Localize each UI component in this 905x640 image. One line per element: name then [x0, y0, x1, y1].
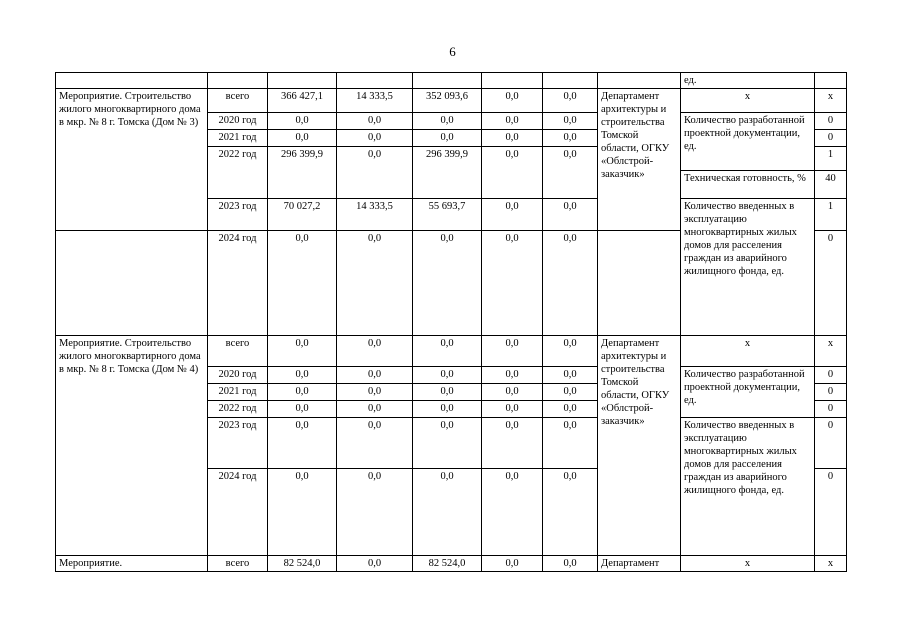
indicator-cell: х [681, 89, 815, 113]
value-cell: 0,0 [268, 384, 337, 401]
value-cell: 0,0 [543, 469, 598, 556]
value-cell: 0,0 [482, 147, 543, 199]
value-cell: 0,0 [543, 113, 598, 130]
indicator-value-cell: 0 [815, 469, 847, 556]
value-cell: 82 524,0 [268, 556, 337, 572]
period-cell: всего [208, 336, 268, 367]
period-cell: 2023 год [208, 418, 268, 469]
value-cell: 0,0 [413, 113, 482, 130]
budget-table [55, 72, 847, 572]
value-cell: 0,0 [413, 130, 482, 147]
value-cell: 0,0 [337, 418, 413, 469]
value-cell: 0,0 [337, 336, 413, 367]
value-cell: 0,0 [482, 199, 543, 231]
indicator-value-cell: х [815, 336, 847, 367]
title-cell [56, 231, 208, 336]
event-title: Мероприятие. Строительство жилого многоквартирного дома в мкр. № 8 г. Томска (Дом № 3) [56, 89, 208, 231]
value-cell: 0,0 [543, 401, 598, 418]
page-number: 6 [449, 44, 456, 59]
value-cell: 0,0 [543, 147, 598, 199]
indicator-value-cell: 0 [815, 231, 847, 336]
indicator-value-cell: 0 [815, 384, 847, 401]
value-cell: 0,0 [482, 130, 543, 147]
value-cell: 0,0 [482, 113, 543, 130]
dept-cell [598, 231, 681, 336]
value-cell: 0,0 [543, 384, 598, 401]
value-cell: 296 399,9 [413, 147, 482, 199]
value-cell: 0,0 [337, 556, 413, 572]
value-cell: 0,0 [543, 367, 598, 384]
value-cell: 14 333,5 [337, 199, 413, 231]
value-cell: 0,0 [268, 367, 337, 384]
indicator-cell: Количество введенных в эксплуатацию многоквартирных жилых домов для расселения граждан из аварийного жилищного фонда, ед. [681, 199, 815, 336]
indicator-value-cell: 0 [815, 113, 847, 130]
period-cell: 2022 год [208, 147, 268, 199]
period-cell: 2021 год [208, 130, 268, 147]
value-cell: 0,0 [543, 199, 598, 231]
indicator-cell: Количество разработанной проектной документации, ед. [681, 113, 815, 171]
event-title: Мероприятие. [56, 556, 208, 572]
value-cell: 0,0 [543, 89, 598, 113]
indicator-value-cell: 0 [815, 418, 847, 469]
period-cell [208, 73, 268, 89]
period-cell: 2023 год [208, 199, 268, 231]
value-cell [337, 73, 413, 89]
period-cell: всего [208, 556, 268, 572]
value-cell: 0,0 [268, 130, 337, 147]
department-cell: Департамент [598, 556, 681, 572]
value-cell [543, 73, 598, 89]
value-cell: 0,0 [268, 469, 337, 556]
value-cell: 0,0 [482, 556, 543, 572]
value-cell: 0,0 [482, 89, 543, 113]
value-cell [413, 73, 482, 89]
value-cell: 0,0 [337, 113, 413, 130]
indicator-value-cell [815, 73, 847, 89]
value-cell: 0,0 [482, 469, 543, 556]
value-cell: 0,0 [268, 231, 337, 336]
indicator-value-cell: 1 [815, 147, 847, 171]
period-cell: 2020 год [208, 113, 268, 130]
value-cell: 0,0 [413, 469, 482, 556]
department-cell: Департамент архитектуры и строительства Томской области, ОГКУ «Облстрой-заказчик» [598, 89, 681, 231]
table-row [56, 73, 847, 89]
value-cell: 0,0 [268, 401, 337, 418]
value-cell: 0,0 [482, 401, 543, 418]
value-cell: 0,0 [337, 130, 413, 147]
table-row [56, 556, 847, 572]
indicator-value-cell: 0 [815, 401, 847, 418]
indicator-value-cell: х [815, 89, 847, 113]
value-cell: 70 027,2 [268, 199, 337, 231]
value-cell: 0,0 [337, 231, 413, 336]
value-cell: 0,0 [268, 113, 337, 130]
indicator-value-cell: х [815, 556, 847, 572]
value-cell: 0,0 [268, 336, 337, 367]
value-cell: 0,0 [543, 130, 598, 147]
value-cell: 55 693,7 [413, 199, 482, 231]
value-cell: 0,0 [543, 336, 598, 367]
value-cell: 0,0 [482, 418, 543, 469]
value-cell: 0,0 [413, 418, 482, 469]
value-cell: 14 333,5 [337, 89, 413, 113]
indicator-cell: ед. [681, 73, 815, 89]
indicator-cell: х [681, 336, 815, 367]
value-cell: 0,0 [482, 367, 543, 384]
indicator-value-cell: 1 [815, 199, 847, 231]
department-cell: Департамент архитектуры и строительства Томской области, ОГКУ «Облстрой-заказчик» [598, 336, 681, 556]
value-cell: 0,0 [543, 556, 598, 572]
value-cell: 0,0 [413, 367, 482, 384]
value-cell: 0,0 [413, 231, 482, 336]
value-cell: 0,0 [337, 401, 413, 418]
value-cell: 0,0 [543, 231, 598, 336]
value-cell: 0,0 [413, 384, 482, 401]
table-row [56, 336, 847, 367]
title-cell [56, 73, 208, 89]
value-cell: 82 524,0 [413, 556, 482, 572]
indicator-value-cell: 0 [815, 130, 847, 147]
period-cell: 2022 год [208, 401, 268, 418]
indicator-cell: Техническая готовность, % [681, 171, 815, 199]
indicator-cell: Количество разработанной проектной документации, ед. [681, 367, 815, 418]
value-cell: 296 399,9 [268, 147, 337, 199]
indicator-cell: Количество введенных в эксплуатацию многоквартирных жилых домов для расселения граждан из аварийного жилищного фонда, ед. [681, 418, 815, 556]
value-cell: 0,0 [337, 469, 413, 556]
indicator-cell: х [681, 556, 815, 572]
value-cell: 0,0 [337, 367, 413, 384]
value-cell: 366 427,1 [268, 89, 337, 113]
value-cell: 0,0 [413, 336, 482, 367]
value-cell: 0,0 [482, 336, 543, 367]
period-cell: всего [208, 89, 268, 113]
indicator-value-cell: 0 [815, 367, 847, 384]
value-cell: 0,0 [337, 384, 413, 401]
value-cell: 0,0 [543, 418, 598, 469]
value-cell: 0,0 [413, 401, 482, 418]
period-cell: 2020 год [208, 367, 268, 384]
value-cell: 0,0 [482, 231, 543, 336]
value-cell [268, 73, 337, 89]
value-cell: 0,0 [482, 384, 543, 401]
value-cell [482, 73, 543, 89]
period-cell: 2021 год [208, 384, 268, 401]
value-cell: 0,0 [268, 418, 337, 469]
dept-cell [598, 73, 681, 89]
table-row [56, 89, 847, 113]
indicator-value-cell: 40 [815, 171, 847, 199]
value-cell: 0,0 [337, 147, 413, 199]
value-cell: 352 093,6 [413, 89, 482, 113]
event-title: Мероприятие. Строительство жилого многоквартирного дома в мкр. № 8 г. Томска (Дом № 4) [56, 336, 208, 556]
period-cell: 2024 год [208, 231, 268, 336]
period-cell: 2024 год [208, 469, 268, 556]
